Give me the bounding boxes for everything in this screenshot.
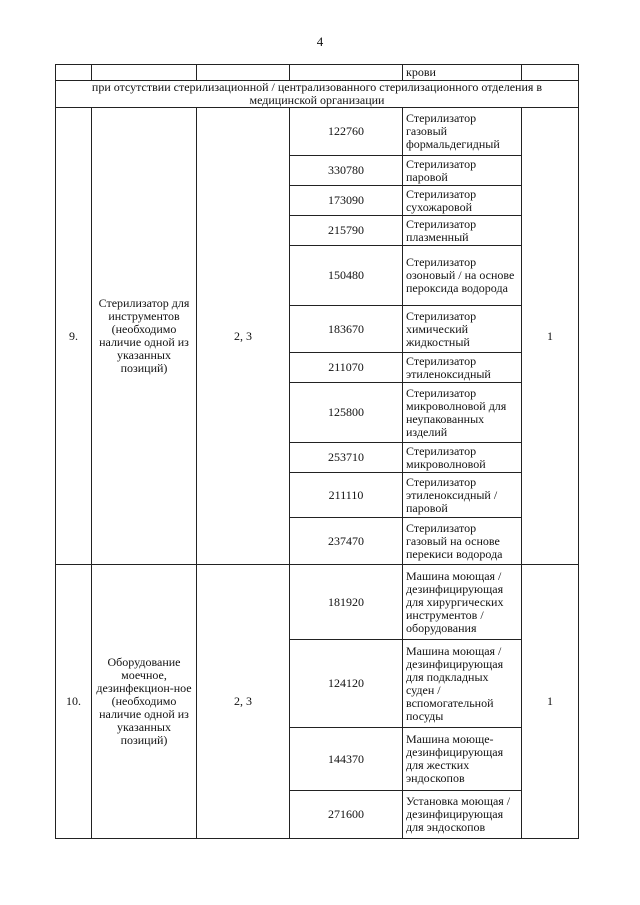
table-row: [56, 108, 579, 156]
item-description: Стерилизатор газовый формальдегидный: [403, 108, 522, 156]
top-row-code: [290, 65, 403, 81]
top-row-desc: крови: [403, 65, 522, 81]
item-name: Стерилизатор для инструментов (необходимо наличие одной из указанных позиций): [92, 108, 197, 565]
item-description: Стерилизатор химический жидкостный: [403, 306, 522, 353]
section-note-row: [56, 81, 579, 108]
page-number: 4: [316, 34, 324, 49]
top-row-class: [197, 65, 290, 81]
item-description: Машина моющая / дезинфицирующая для подкладных суден / вспомогательной посуды: [403, 640, 522, 728]
item-code: 124120: [290, 640, 403, 728]
item-description: Установка моющая / дезинфицирующая для эндоскопов: [403, 791, 522, 839]
item-code: 211110: [290, 473, 403, 518]
item-code: 125800: [290, 383, 403, 443]
item-description: Стерилизатор плазменный: [403, 216, 522, 246]
item-code: 211070: [290, 353, 403, 383]
item-code: 215790: [290, 216, 403, 246]
item-code: 330780: [290, 156, 403, 186]
item-description: Стерилизатор микроволновой: [403, 443, 522, 473]
item-description: Стерилизатор микроволновой для неупакованных изделий: [403, 383, 522, 443]
item-number: 9.: [56, 108, 92, 565]
item-code: 150480: [290, 246, 403, 306]
top-row-qty: [522, 65, 579, 81]
table-row: [56, 565, 579, 640]
item-number: 10.: [56, 565, 92, 839]
top-row-num: [56, 65, 92, 81]
item-description: Стерилизатор паровой: [403, 156, 522, 186]
item-code: 173090: [290, 186, 403, 216]
item-description: Машина моюще-дезинфицирующая для жестких эндоскопов: [403, 728, 522, 791]
item-description: Стерилизатор сухожаровой: [403, 186, 522, 216]
item-quantity: 1: [522, 565, 579, 839]
item-code: 144370: [290, 728, 403, 791]
item-code: 183670: [290, 306, 403, 353]
item-code: 181920: [290, 565, 403, 640]
top-row: [56, 65, 579, 81]
item-description: Машина моющая / дезинфицирующая для хирургических инструментов / оборудования: [403, 565, 522, 640]
item-name: Оборудование моечное, дезинфекцион-ное (необходимо наличие одной из указанных позиций): [92, 565, 197, 839]
item-description: Стерилизатор газовый на основе перекиси водорода: [403, 518, 522, 565]
item-quantity: 1: [522, 108, 579, 565]
item-code: 253710: [290, 443, 403, 473]
item-class: 2, 3: [197, 565, 290, 839]
item-description: Стерилизатор этиленоксидный: [403, 353, 522, 383]
item-code: 122760: [290, 108, 403, 156]
item-description: Стерилизатор этиленоксидный / паровой: [403, 473, 522, 518]
item-class: 2, 3: [197, 108, 290, 565]
item-code: 271600: [290, 791, 403, 839]
item-description: Стерилизатор озоновый / на основе пероксида водорода: [403, 246, 522, 306]
top-row-name: [92, 65, 197, 81]
section-note: при отсутствии стерилизационной / централизованного стерилизационного отделения в медицинской организации: [56, 81, 579, 108]
equipment-table: [55, 64, 579, 839]
item-code: 237470: [290, 518, 403, 565]
